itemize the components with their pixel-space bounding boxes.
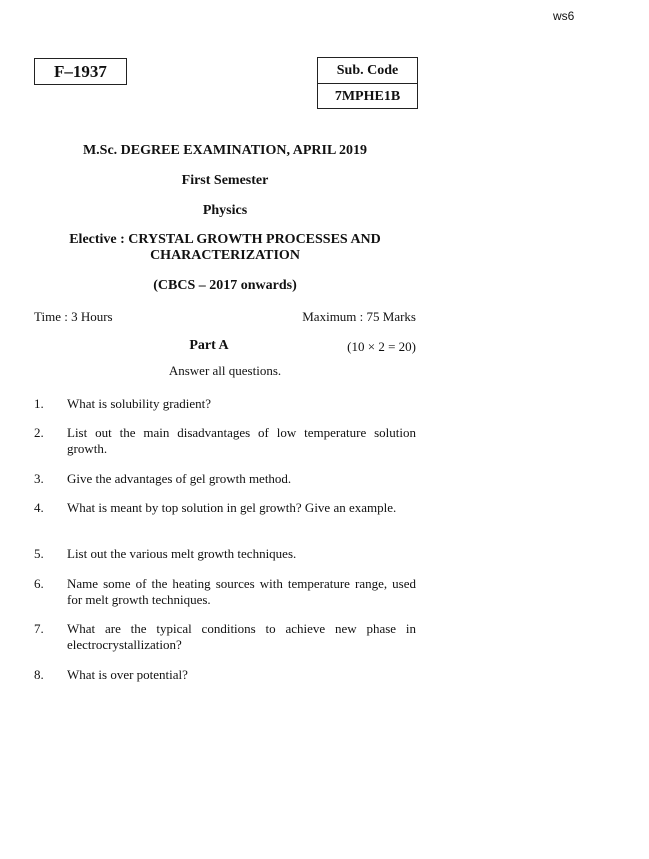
scheme: (CBCS – 2017 onwards) bbox=[153, 278, 297, 293]
elective-line-2: CHARACTERIZATION bbox=[150, 248, 300, 263]
question-text: List out the various melt growth techniques. bbox=[67, 546, 297, 561]
question-text: What is over potential? bbox=[67, 667, 188, 682]
paper-code-box bbox=[34, 58, 127, 85]
corner-code: ws6 bbox=[553, 9, 575, 23]
question-number: 3. bbox=[34, 471, 44, 486]
question-text: Give the advantages of gel growth method. bbox=[67, 471, 292, 486]
sub-code-value: 7MPHE1B bbox=[334, 89, 401, 104]
part-title: Part A bbox=[189, 338, 229, 353]
semester: First Semester bbox=[181, 173, 269, 188]
question-number: 7. bbox=[34, 621, 44, 636]
question-text: What is meant by top solution in gel growth? Give an example. bbox=[67, 500, 397, 515]
question-number: 6. bbox=[34, 576, 44, 591]
question-number: 1. bbox=[34, 396, 44, 411]
paper-code: F–1937 bbox=[54, 62, 107, 81]
time: Time : 3 Hours bbox=[34, 309, 113, 324]
part-marks: (10 × 2 = 20) bbox=[347, 339, 416, 354]
exam-title: M.Sc. DEGREE EXAMINATION, APRIL 2019 bbox=[82, 143, 368, 158]
max-marks: Maximum : 75 Marks bbox=[302, 309, 416, 324]
elective-line-1: Elective : CRYSTAL GROWTH PROCESSES AND bbox=[69, 232, 381, 247]
question-text: What is solubility gradient? bbox=[67, 396, 212, 411]
sub-code-box bbox=[317, 57, 418, 109]
question-number: 4. bbox=[34, 500, 44, 515]
part-instruction: Answer all questions. bbox=[168, 363, 282, 378]
question-text: Name some of the heating sources with temperature range, used for melt growth techniques. bbox=[67, 576, 416, 607]
question-number: 5. bbox=[34, 546, 44, 561]
question-text: What are the typical conditions to achieve new phase in electrocrystallization? bbox=[67, 621, 416, 652]
subject: Physics bbox=[202, 203, 248, 218]
question-text: List out the main disadvantages of low temperature solution growth. bbox=[67, 425, 416, 456]
question-number: 2. bbox=[34, 425, 44, 440]
sub-code-label: Sub. Code bbox=[318, 58, 417, 84]
question-number: 8. bbox=[34, 667, 44, 682]
